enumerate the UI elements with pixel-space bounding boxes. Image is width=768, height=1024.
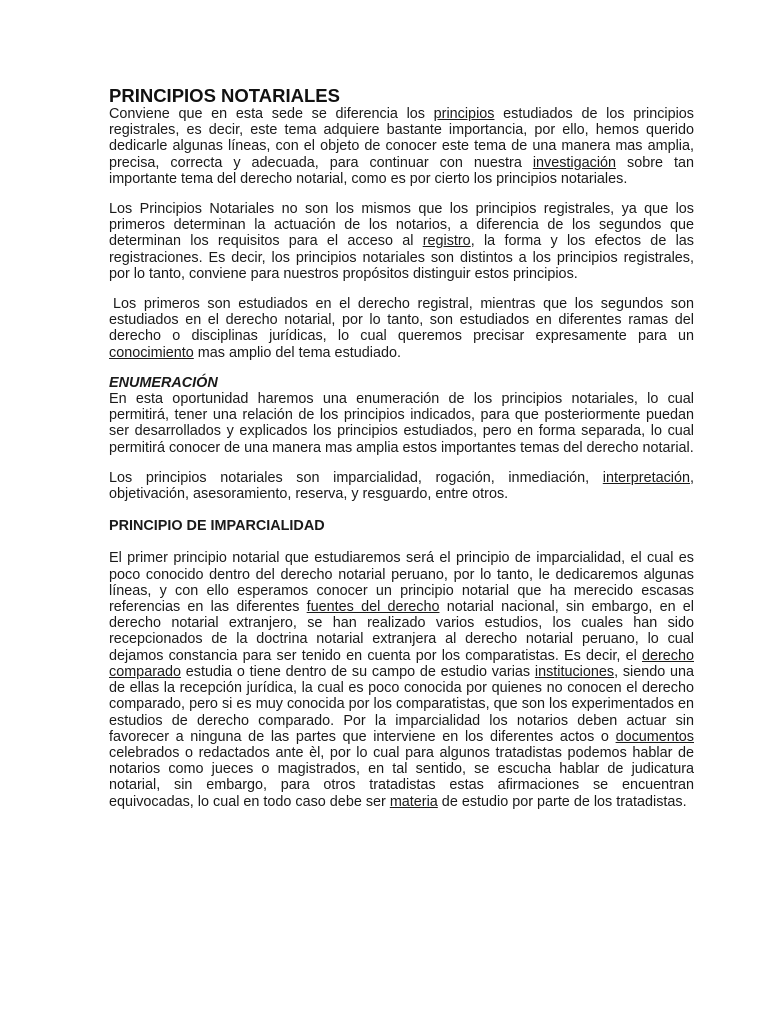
text-run: Los primeros son estudiados en el derecho registral, mientras que los segundos son estudiados en el derecho notarial, por lo tanto, son estudiados en diferentes ramas del derecho o disciplinas jurídicas, lo cual queremos precisar expresamente para un — [109, 296, 694, 345]
text-run: Los Principios Notariales no son los mismos que los principios registrales, ya que los primeros determinan la actuación de los notarios, a diferencia de los segundos que determinan los requisitos para el acceso al — [109, 201, 694, 250]
text-run: , la forma y los efectos de las registraciones. Es decir, los principios notariales son distintos a los principios registrales, por lo tanto, conviene para nuestros propósitos distinguir estos principios. — [109, 233, 694, 282]
paragraph-diferencia — [109, 201, 694, 282]
text-run: de estudio por parte de los tratadistas. — [437, 793, 687, 810]
link-interpretacion[interactable]: interpretación — [602, 469, 690, 486]
link-investigacion[interactable]: investigación — [532, 154, 617, 171]
text-run: El primer principio notarial que estudiaremos será el principio de imparcialidad, el cual es poco conocido dentro del derecho notarial peruano, por lo tanto, le dedicaremos algunas líneas, y con ello esperamos conocer un principio notarial que ha merecido escasas referencias en las diferentes — [109, 550, 694, 616]
link-documentos[interactable]: documentos — [615, 728, 694, 745]
heading-imparcialidad: PRINCIPIO DE IMPARCIALIDAD — [109, 518, 325, 535]
text-run: , siendo una de ellas la recepción jurídica, la cual es poco conocida por quienes no conocen el derecho comparado, pero si es muy conocida por los comparatistas, que son los experimentados en estudios de derecho comparado. Por la imparcialidad los notarios deben actuar sin favorecer a ninguna de las partes que interviene en los diferentes actos o — [109, 663, 694, 745]
text-run: sobre tan importante tema del derecho notarial, como es por cierto los principios notariales. — [109, 154, 694, 187]
link-instituciones[interactable]: instituciones — [534, 663, 615, 680]
link-principios[interactable]: principios — [433, 106, 495, 122]
link-fuentes-del-derecho[interactable]: fuentes del derecho — [306, 599, 440, 616]
paragraph-enumeracion — [109, 391, 694, 456]
text-run: En esta oportunidad haremos una enumeración de los principios notariales, lo cual permitirá, tener una relación de los principios indicados, para que posteriormente puedan ser desarrollados y explicados los principios estudiados, pero en forma separada, lo cual permitirá conocer de una manera mas amplia estos importantes temas del derecho notarial. — [109, 391, 694, 456]
text-run: estudiados de los principios registrales, es decir, este tema adquiere bastante importancia, por ello, hemos querido dedicarle algunas líneas, con el objeto de conocer este tema de una manera mas amplia, precisa, correcta y adecuada, para continuar con nuestra — [109, 106, 694, 171]
text-run: celebrados o redactados ante èl, por lo cual para algunos tratadistas podemos hablar de notarios como jueces o magistrados, en tal sentido, se escucha hablar de judicatura notarial, sin embargo, para otros tratadistas estas afirmaciones se encuentran equivocadas, lo cual en todo caso debe ser — [109, 744, 694, 810]
link-registro[interactable]: registro — [422, 233, 471, 250]
link-conocimiento[interactable]: conocimiento — [109, 344, 194, 361]
text-run: , objetivación, asesoramiento, reserva, y resguardo, entre otros. — [109, 469, 694, 503]
text-run: Los principios notariales son imparcialidad, rogación, inmediación, — [109, 469, 603, 486]
text-run: mas amplio del tema estudiado. — [193, 344, 401, 361]
text-run: Conviene que en esta sede se diferencia los — [109, 106, 434, 122]
paragraph-intro — [109, 106, 694, 187]
paragraph-lista-principios — [109, 470, 694, 502]
paragraph-ramas — [109, 296, 694, 361]
paragraph-imparcialidad — [109, 550, 694, 809]
link-derecho-comparado[interactable]: derecho comparado — [109, 647, 694, 680]
document-title: PRINCIPIOS NOTARIALES — [109, 85, 340, 106]
text-run: estudia o tiene dentro de su campo de estudio varias — [181, 663, 535, 680]
link-materia[interactable]: materia — [389, 793, 438, 810]
text-run: notarial nacional, sin embargo, en el derecho notarial extranjero, se han realizado varios estudios, los cuales han sido recepcionados de la doctrina notarial extranjera al derecho notarial peruano, lo cual dejamos constancia para ser tenido en cuenta por los comparatistas. Es decir, el — [109, 599, 694, 664]
heading-enumeracion: ENUMERACIÓN — [109, 374, 218, 391]
